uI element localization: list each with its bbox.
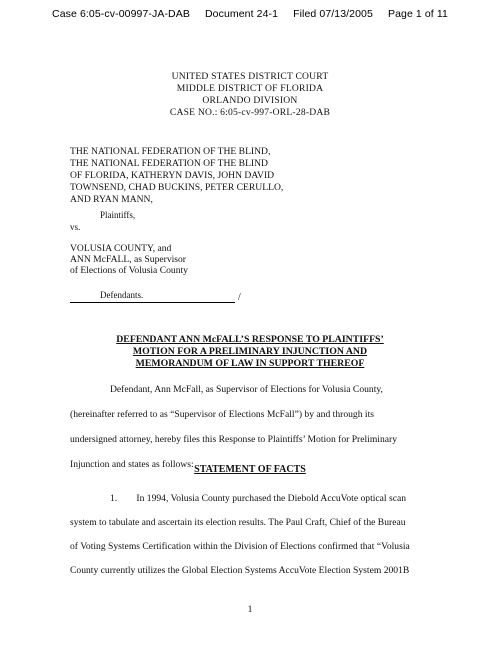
paragraph-line: 1. In 1994, Volusia County purchased the Diebold AccuVote optical scan — [110, 493, 407, 504]
paragraph-line: Defendant, Ann McFall, as Supervisor of Elections for Volusia County, — [110, 384, 383, 395]
caption-slash: / — [238, 292, 241, 303]
paragraph-line: County currently utilizes the Global Election Systems AccuVote Election System 2001B — [70, 565, 410, 576]
plaintiffs-label: Plaintiffs, — [100, 210, 136, 220]
document-title — [0, 334, 500, 370]
paragraph-line: of Voting Systems Certification within the Division of Elections confirmed that “Volusia — [70, 541, 410, 552]
defendant-line: ANN McFALL, as Supervisor — [70, 254, 187, 265]
paragraph-line: (hereinafter referred to as “Supervisor of Elections McFall”) by and through its — [70, 409, 374, 420]
document-number: Document 24-1 — [204, 8, 279, 20]
filing-header — [0, 8, 500, 20]
court-name: UNITED STATES DISTRICT COURT — [171, 71, 329, 82]
defendants-label: Defendants. — [100, 290, 144, 300]
paragraph-line: system to tabulate and ascertain its election results. The Paul Craft, Chief of the Bureau — [70, 517, 406, 528]
plaintiff-line: TOWNSEND, CHAD BUCKINS, PETER CERULLO, — [70, 182, 284, 193]
paragraph-line: undersigned attorney, hereby files this Response to Plaintiffs’ Motion for Preliminary — [70, 434, 398, 445]
defendant-line: VOLUSIA COUNTY, and — [70, 243, 172, 254]
caption-divider — [70, 302, 235, 303]
intro-paragraph — [70, 377, 432, 477]
facts-paragraph — [70, 487, 432, 583]
title-line: MEMORANDUM OF LAW IN SUPPORT THEREOF — [135, 358, 365, 369]
court-caption — [0, 71, 500, 119]
case-number: Case 6:05-cv-00997-JA-DAB — [52, 8, 190, 20]
defendant-line: of Elections of Volusia County — [70, 265, 188, 276]
title-line: DEFENDANT ANN McFALL’S RESPONSE TO PLAINTIFFS’ — [116, 334, 384, 345]
division-name: ORLANDO DIVISION — [202, 95, 298, 106]
plaintiff-line: THE NATIONAL FEDERATION OF THE BLIND — [70, 158, 268, 169]
plaintiff-line: THE NATIONAL FEDERATION OF THE BLIND, — [70, 146, 271, 157]
page-count: Page 1 of 11 — [387, 8, 448, 20]
paragraph-line: Injunction and states as follows: — [70, 459, 194, 470]
filed-date: Filed 07/13/2005 — [293, 8, 373, 20]
plaintiffs-block — [70, 146, 283, 206]
section-heading: STATEMENT OF FACTS — [194, 464, 306, 475]
page-number: 1 — [247, 604, 253, 615]
title-line: MOTION FOR A PRELIMINARY INJUNCTION AND — [132, 346, 368, 357]
case-caption-number: CASE NO.: 6:05-cv-997-ORL-28-DAB — [169, 107, 331, 118]
versus-label: vs. — [70, 222, 81, 232]
plaintiff-line: AND RYAN MANN, — [70, 194, 153, 205]
defendants-block — [70, 243, 188, 276]
plaintiff-line: OF FLORIDA, KATHERYN DAVIS, JOHN DAVID — [70, 170, 275, 181]
district-name: MIDDLE DISTRICT OF FLORIDA — [176, 83, 324, 94]
